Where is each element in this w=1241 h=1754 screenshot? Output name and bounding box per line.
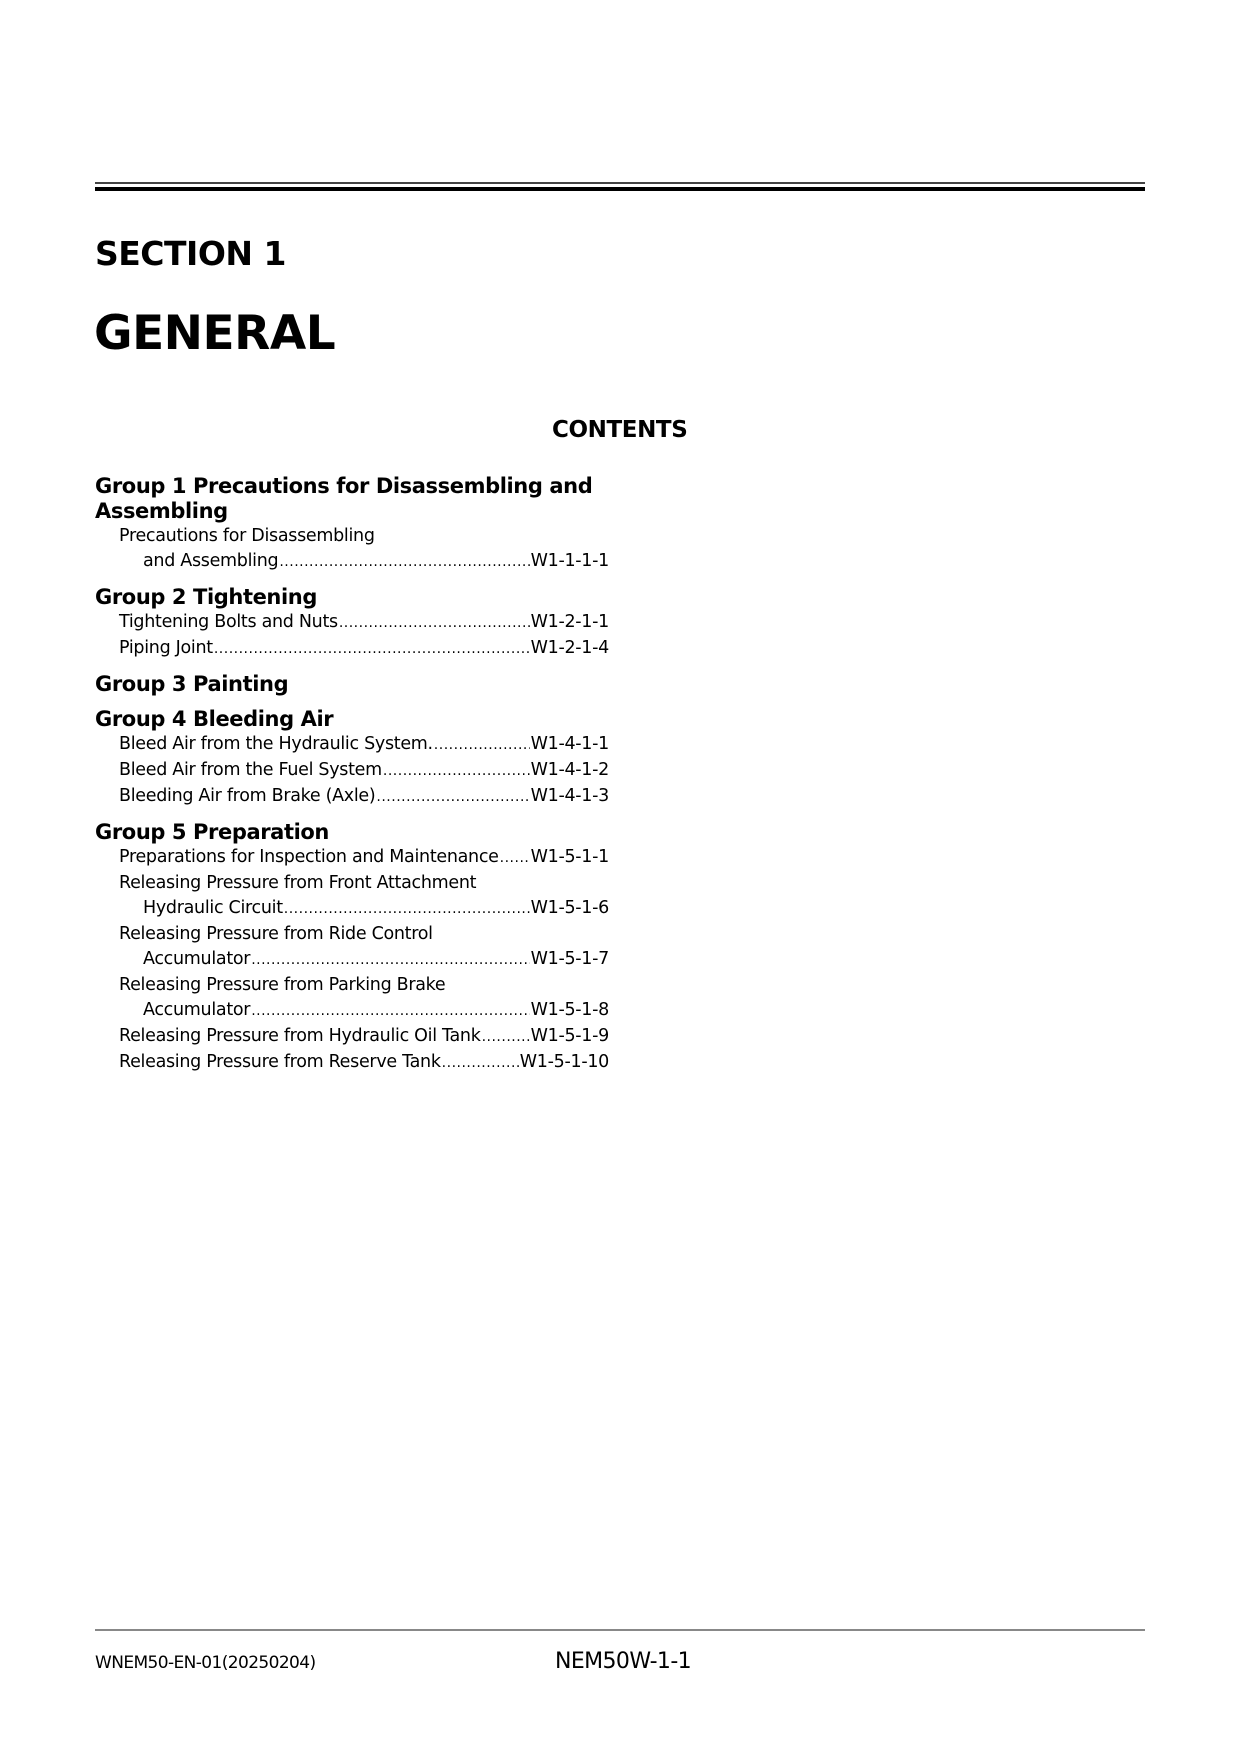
toc-group-title[interactable]: Group 4 Bleeding Air xyxy=(95,707,334,731)
toc-entry-text: and Assembling xyxy=(143,551,279,571)
toc-group xyxy=(95,820,609,1076)
dot-leader xyxy=(339,610,530,636)
toc-entry[interactable] xyxy=(95,871,609,922)
toc-entry[interactable] xyxy=(95,784,609,810)
toc-entry-text: Releasing Pressure from Reserve Tank xyxy=(119,1052,441,1072)
toc-entry-line xyxy=(95,784,609,810)
toc-group-title[interactable]: Group 2 Tightening xyxy=(95,585,317,609)
dot-leader xyxy=(442,1050,519,1076)
toc-entry[interactable] xyxy=(95,1050,609,1076)
toc-entry-text: Bleeding Air from Brake (Axle) xyxy=(119,786,376,806)
dot-leader xyxy=(251,947,529,973)
toc-group xyxy=(95,585,609,662)
toc-entry-text: Hydraulic Circuit xyxy=(143,898,283,918)
toc-entry[interactable] xyxy=(95,1024,609,1050)
dot-leader xyxy=(500,845,530,871)
toc-entry[interactable] xyxy=(95,524,609,575)
toc-entry-line xyxy=(95,896,609,922)
toc-entry-text: Accumulator xyxy=(143,1000,251,1020)
toc-group xyxy=(95,474,609,575)
toc-entry-text: Piping Joint xyxy=(119,638,213,658)
toc-entry[interactable] xyxy=(95,922,609,973)
toc-entry-line xyxy=(95,922,609,947)
toc-entry-text: Precautions for Disassembling xyxy=(119,526,375,546)
dot-leader xyxy=(383,758,530,784)
toc-entry-line xyxy=(95,524,609,549)
toc-entry-line xyxy=(95,610,609,636)
toc-page-ref[interactable]: W1-2-1-4 xyxy=(530,638,609,658)
toc-group-title[interactable]: Group 3 Painting xyxy=(95,672,289,696)
toc-group-title[interactable]: Group 1 Precautions for Disassembling and Assembling xyxy=(95,474,593,523)
toc-group xyxy=(95,707,609,810)
section-title: GENERAL xyxy=(94,306,336,361)
dot-leader xyxy=(482,1024,530,1050)
toc-entry[interactable] xyxy=(95,732,609,758)
toc-entry-line xyxy=(95,636,609,662)
footer-page-number: NEM50W-1-1 xyxy=(555,1649,692,1674)
toc-group xyxy=(95,672,609,697)
dot-leader xyxy=(284,896,530,922)
toc-entry-line xyxy=(95,871,609,896)
toc-entry-line xyxy=(95,549,609,575)
toc-page-ref[interactable]: W1-4-1-2 xyxy=(530,760,609,780)
table-of-contents xyxy=(95,474,609,1086)
toc-entry-text: Tightening Bolts and Nuts xyxy=(119,612,338,632)
toc-entry-text: Bleed Air from the Hydraulic System. xyxy=(119,734,433,754)
toc-page-ref[interactable]: W1-2-1-1 xyxy=(530,612,609,632)
toc-page-ref[interactable]: W1-5-1-1 xyxy=(530,847,609,867)
header-rule-thin xyxy=(95,182,1145,184)
toc-entry-line xyxy=(95,758,609,784)
toc-entry[interactable] xyxy=(95,610,609,636)
toc-entry-line xyxy=(95,845,609,871)
toc-entry-line xyxy=(95,732,609,758)
toc-entry-line xyxy=(95,947,609,973)
dot-leader xyxy=(251,998,529,1024)
toc-page-ref[interactable]: W1-1-1-1 xyxy=(530,551,609,571)
toc-page-ref[interactable]: W1-5-1-10 xyxy=(519,1052,609,1072)
contents-heading: CONTENTS xyxy=(552,417,688,443)
toc-entry-text: Releasing Pressure from Front Attachment xyxy=(119,873,477,893)
toc-entry[interactable] xyxy=(95,636,609,662)
dot-leader xyxy=(376,784,529,810)
toc-entry-text: Releasing Pressure from Hydraulic Oil Tank xyxy=(119,1026,481,1046)
toc-entry[interactable] xyxy=(95,845,609,871)
toc-group-title[interactable]: Group 5 Preparation xyxy=(95,820,329,844)
footer-rule xyxy=(95,1629,1145,1631)
toc-entry-line xyxy=(95,973,609,998)
toc-entry[interactable] xyxy=(95,973,609,1024)
toc-page-ref[interactable]: W1-5-1-8 xyxy=(530,1000,609,1020)
toc-entry-text: Releasing Pressure from Parking Brake xyxy=(119,975,446,995)
toc-entry[interactable] xyxy=(95,758,609,784)
section-label: SECTION 1 xyxy=(95,234,286,273)
toc-entry-line xyxy=(95,1050,609,1076)
toc-entry-line xyxy=(95,1024,609,1050)
header-rule-thick xyxy=(95,187,1145,191)
toc-page-ref[interactable]: W1-5-1-6 xyxy=(530,898,609,918)
footer-doc-code: WNEM50-EN-01(20250204) xyxy=(95,1653,316,1673)
dot-leader xyxy=(434,732,530,758)
toc-page-ref[interactable]: W1-4-1-1 xyxy=(530,734,609,754)
toc-page-ref[interactable]: W1-4-1-3 xyxy=(530,786,609,806)
toc-page-ref[interactable]: W1-5-1-7 xyxy=(530,949,609,969)
dot-leader xyxy=(214,636,530,662)
dot-leader xyxy=(279,549,529,575)
toc-entry-text: Releasing Pressure from Ride Control xyxy=(119,924,433,944)
toc-entry-text: Bleed Air from the Fuel System xyxy=(119,760,382,780)
toc-entry-text: Preparations for Inspection and Maintenance xyxy=(119,847,499,867)
toc-entry-line xyxy=(95,998,609,1024)
toc-page-ref[interactable]: W1-5-1-9 xyxy=(530,1026,609,1046)
toc-entry-text: Accumulator xyxy=(143,949,251,969)
